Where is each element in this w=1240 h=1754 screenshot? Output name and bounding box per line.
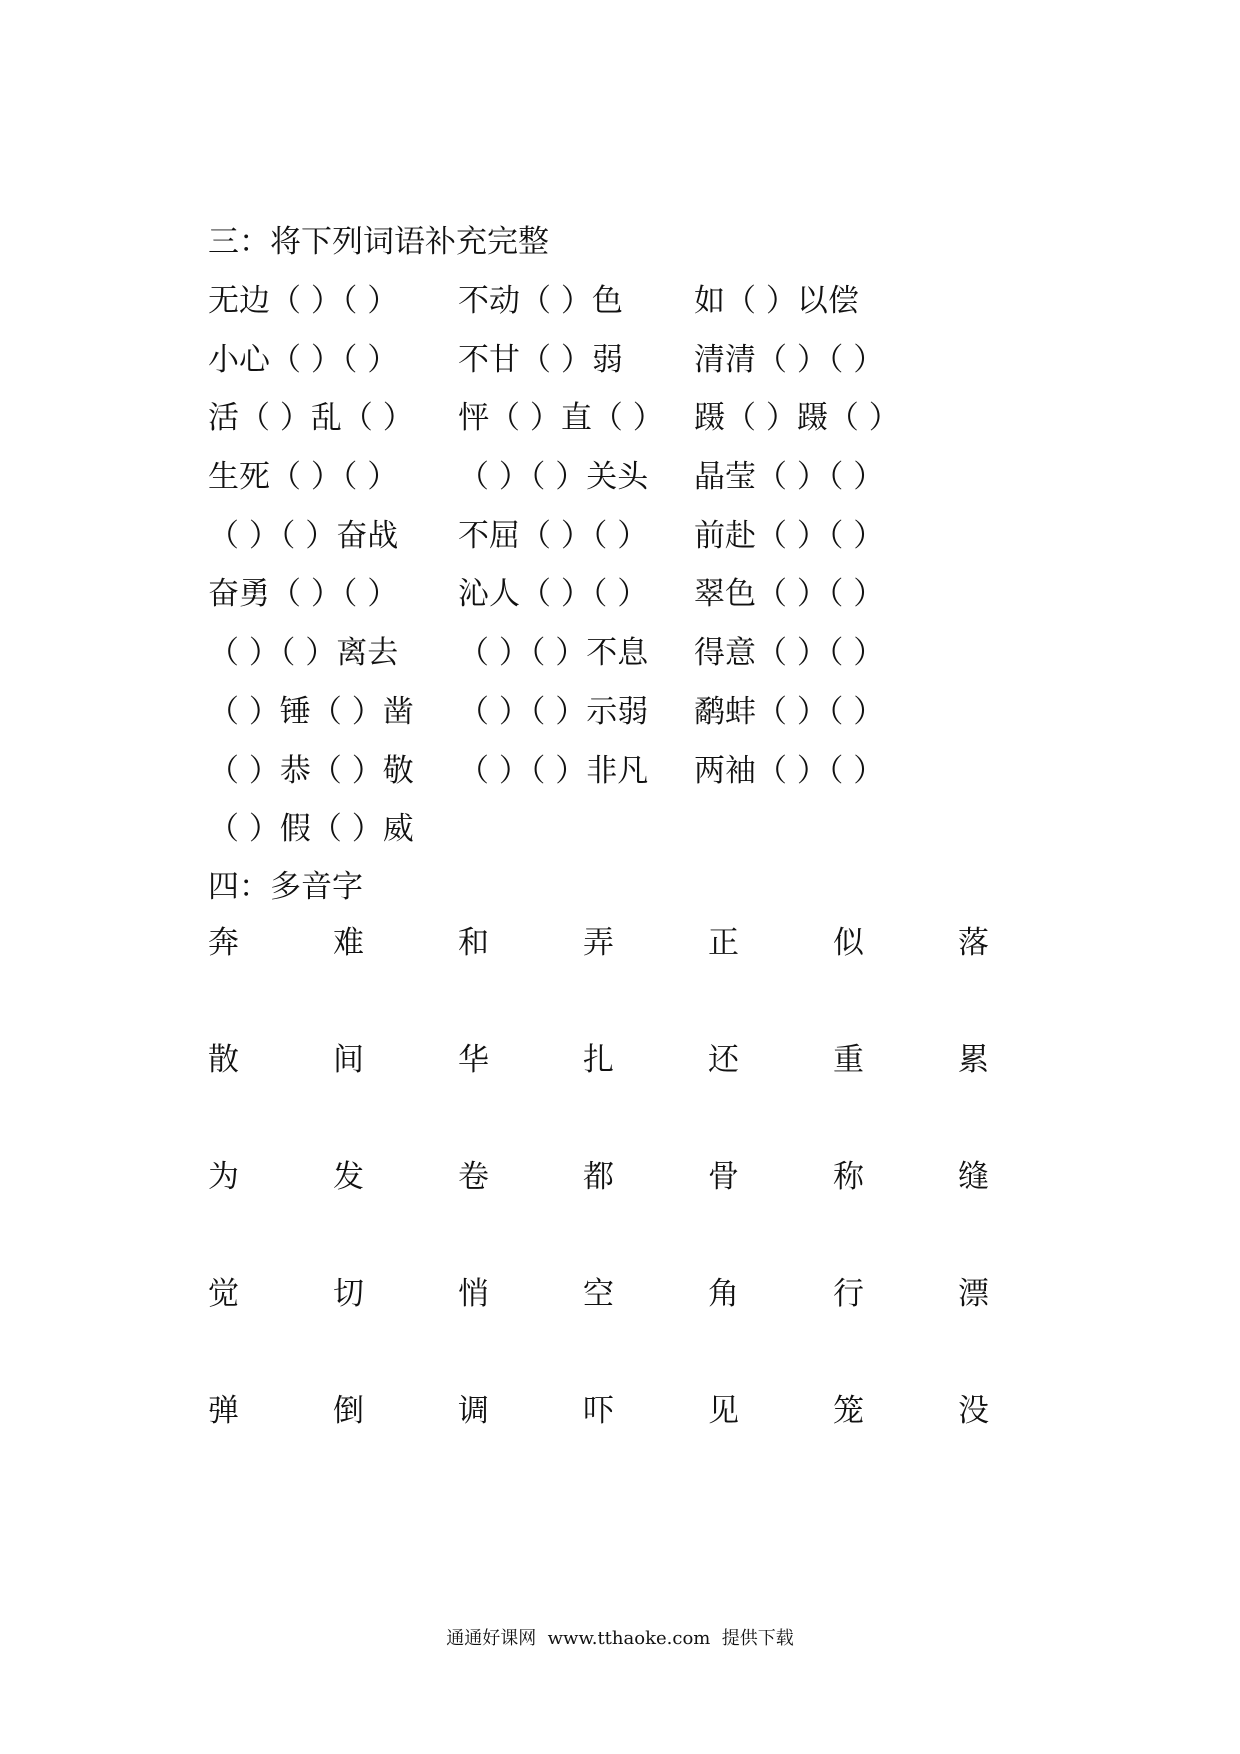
idiom-item: 无边（ ）（ ） [208,283,399,319]
polyphone-character: 骨 [708,1159,739,1195]
polyphone-character: 都 [583,1159,614,1195]
polyphone-character: 和 [458,925,489,961]
idiom-item: （ ）（ ）非凡 [458,752,649,789]
footer-credit: 通通好课网 www.tthaoke.com 提供下载 [446,1628,794,1649]
idiom-item: 如（ ）以偿 [694,283,859,319]
polyphone-character: 笼 [833,1393,864,1429]
idiom-fill-grid [208,281,968,868]
idiom-item: 不动（ ）色 [458,283,623,319]
idiom-item: 沁人（ ）（ ） [458,576,649,613]
polyphone-character: 卷 [458,1159,489,1195]
polyphone-character: 正 [708,925,739,961]
polyphone-character: 似 [833,925,864,961]
polyphone-grid [208,923,1088,1508]
idiom-item: （ ）（ ）离去 [208,635,399,672]
polyphone-character: 还 [708,1042,739,1078]
polyphone-character: 调 [458,1393,489,1429]
idiom-item: 得意（ ）（ ） [694,635,885,672]
polyphone-character: 弄 [583,925,614,961]
polyphone-character: 奔 [208,925,239,961]
idiom-item: 清清（ ）（ ） [694,341,885,378]
polyphone-character: 华 [458,1042,489,1078]
idiom-item: （ ）假（ ）威 [208,811,414,848]
polyphone-character: 觉 [208,1276,239,1312]
polyphone-character: 为 [208,1159,239,1195]
polyphone-character: 称 [833,1159,864,1195]
idiom-item: （ ）恭（ ）敬 [208,752,414,789]
idiom-item: 不甘（ ）弱 [458,341,623,378]
polyphone-character: 重 [833,1042,864,1078]
idiom-item: 前赴（ ）（ ） [694,517,885,554]
idiom-item: 晶莹（ ）（ ） [694,459,885,496]
polyphone-character: 难 [333,925,364,961]
idiom-item: 活（ ）乱（ ） [208,400,414,437]
polyphone-character: 角 [708,1276,739,1312]
idiom-item: （ ）（ ）示弱 [458,693,649,730]
polyphone-character: 累 [958,1042,989,1078]
polyphone-character: 缝 [958,1159,989,1195]
idiom-item [458,809,694,868]
idiom-item: （ ）（ ）不息 [458,635,649,672]
idiom-item: 不屈（ ）（ ） [458,517,649,554]
polyphone-character: 悄 [458,1276,489,1312]
section-4-title: 四：多音字 [208,869,363,905]
polyphone-character: 吓 [583,1393,614,1429]
polyphone-character: 间 [333,1042,364,1078]
polyphone-character: 落 [958,925,989,961]
idiom-item: 小心（ ）（ ） [208,341,399,378]
idiom-item: 鹬蚌（ ）（ ） [694,693,885,730]
idiom-item: （ ）（ ）关头 [458,459,649,496]
idiom-item: 两袖（ ）（ ） [694,752,885,789]
idiom-item: （ ）（ ）奋战 [208,517,399,554]
polyphone-character: 倒 [333,1393,364,1429]
polyphone-character: 切 [333,1276,364,1312]
polyphone-character: 发 [333,1159,364,1195]
polyphone-character: 行 [833,1276,864,1312]
polyphone-character: 空 [583,1276,614,1312]
idiom-item: 怦（ ）直（ ） [458,400,664,437]
idiom-item [694,809,968,868]
idiom-item: 蹑（ ）蹑（ ） [694,400,900,437]
polyphone-character: 散 [208,1042,239,1078]
polyphone-character: 见 [708,1393,739,1429]
section-3-title: 三：将下列词语补充完整 [208,224,549,260]
polyphone-character: 漂 [958,1276,989,1312]
idiom-item: 翠色（ ）（ ） [694,576,885,613]
polyphone-character: 弹 [208,1393,239,1429]
idiom-item: 奋勇（ ）（ ） [208,576,399,613]
polyphone-character: 没 [958,1393,989,1429]
idiom-item: 生死（ ）（ ） [208,459,399,496]
idiom-item: （ ）锤（ ）凿 [208,693,414,730]
polyphone-character: 扎 [583,1042,614,1078]
